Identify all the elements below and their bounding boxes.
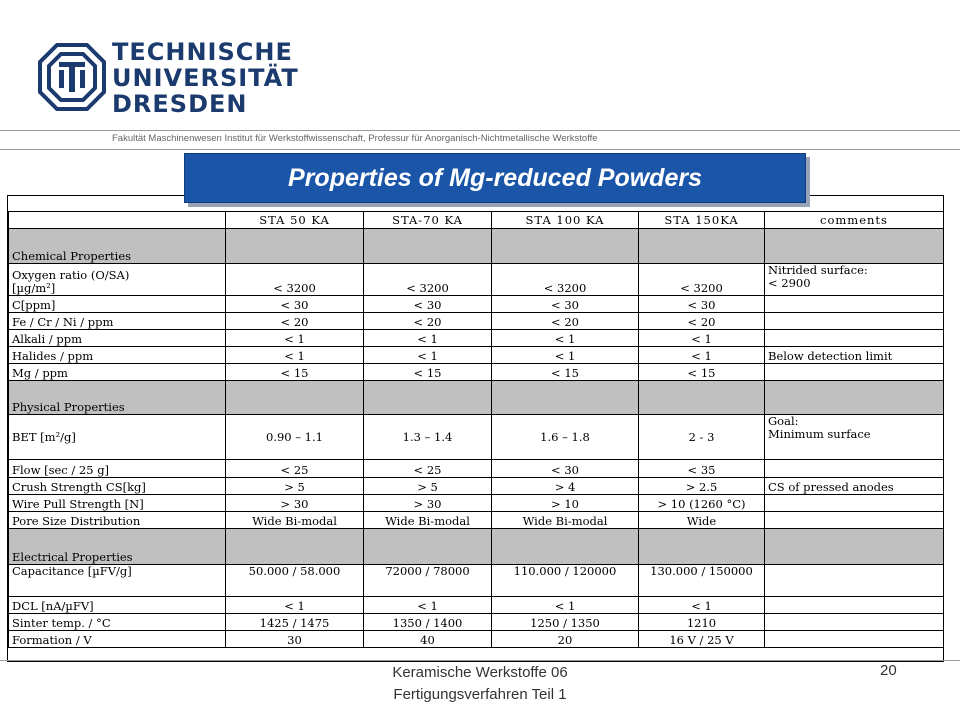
cell-value: < 3200	[639, 264, 765, 296]
cell-value: > 30	[364, 495, 492, 512]
cell-value: < 1	[492, 347, 639, 364]
cell-value: < 3200	[364, 264, 492, 296]
cell-value: 30	[226, 631, 364, 648]
row-label: Halides / ppm	[9, 347, 226, 364]
table-row-capacitance	[9, 565, 944, 597]
cell-value: > 5	[364, 478, 492, 495]
cell-comment	[765, 330, 944, 347]
cell-value: 130.000 / 150000	[639, 565, 765, 597]
row-label: BET [m²/g]	[9, 415, 226, 460]
cell-value: 0.90 – 1.1	[226, 415, 364, 460]
row-label: Formation / V	[9, 631, 226, 648]
cell-value: 1.6 – 1.8	[492, 415, 639, 460]
header-divider-top	[0, 130, 960, 131]
row-label: Fe / Cr / Ni / ppm	[9, 313, 226, 330]
cell-value: 1425 / 1475	[226, 614, 364, 631]
row-label: Oxygen ratio (O/SA) [µg/m²]	[9, 264, 226, 296]
table-row-wire	[9, 495, 944, 512]
cell-comment	[765, 631, 944, 648]
cell-value: > 30	[226, 495, 364, 512]
header-comments: comments	[765, 212, 944, 229]
table-row-formation	[9, 631, 944, 648]
cell-value: < 3200	[226, 264, 364, 296]
cell-value: > 2.5	[639, 478, 765, 495]
cell-value: < 1	[639, 597, 765, 614]
row-label: Pore Size Distribution	[9, 512, 226, 529]
cell-value: Wide Bi-modal	[226, 512, 364, 529]
table-row-mg	[9, 364, 944, 381]
faculty-line: Fakultät Maschinenwesen Institut für Werkstoffwissenschaft, Professur für Anorganisch-Nichtmetallische Werkstoffe	[112, 133, 598, 144]
cell-value: < 1	[226, 330, 364, 347]
header-cell-empty	[9, 212, 226, 229]
university-name-line3: DRESDEN	[112, 90, 248, 118]
cell-value: 50.000 / 58.000	[226, 565, 364, 597]
cell-value: < 30	[492, 296, 639, 313]
cell-comment	[765, 313, 944, 330]
cell-value: > 5	[226, 478, 364, 495]
section-label: Chemical Properties	[9, 229, 226, 264]
footer-line2: Fertigungsverfahren Teil 1	[393, 686, 567, 703]
cell-value: 40	[364, 631, 492, 648]
cell-value: 16 V / 25 V	[639, 631, 765, 648]
row-label: Flow [sec / 25 g]	[9, 460, 226, 478]
cell-value: 20	[492, 631, 639, 648]
header-divider-bottom	[0, 149, 960, 150]
cell-value: 1250 / 1350	[492, 614, 639, 631]
cell-comment: CS of pressed anodes	[765, 478, 944, 495]
footer-line1: Keramische Werkstoffe 06	[392, 664, 568, 681]
cell-value: < 15	[226, 364, 364, 381]
table-row-c	[9, 296, 944, 313]
table-row-halides	[9, 347, 944, 364]
cell-comment	[765, 364, 944, 381]
cell-value: < 1	[364, 330, 492, 347]
table-header-row	[9, 212, 944, 229]
properties-table	[8, 211, 944, 648]
cell-value: < 20	[492, 313, 639, 330]
cell-comment	[765, 597, 944, 614]
cell-value: < 1	[226, 597, 364, 614]
cell-value: < 35	[639, 460, 765, 478]
cell-value: < 1	[492, 597, 639, 614]
row-label: Sinter temp. / °C	[9, 614, 226, 631]
header-sta50: STA 50 KA	[226, 212, 364, 229]
cell-value: < 15	[492, 364, 639, 381]
header-sta70: STA-70 KA	[364, 212, 492, 229]
cell-value: 1210	[639, 614, 765, 631]
university-name-line1: TECHNISCHE	[112, 38, 293, 66]
slide-title: Properties of Mg-reduced Powders	[288, 164, 702, 192]
table-row-fecrni	[9, 313, 944, 330]
cell-value: < 30	[492, 460, 639, 478]
row-label: Wire Pull Strength [N]	[9, 495, 226, 512]
table-row-flow	[9, 460, 944, 478]
cell-value: < 30	[364, 296, 492, 313]
cell-value: Wide Bi-modal	[492, 512, 639, 529]
cell-value: < 15	[639, 364, 765, 381]
header-sta100: STA 100 KA	[492, 212, 639, 229]
cell-value: < 1	[226, 347, 364, 364]
cell-value: Wide	[639, 512, 765, 529]
cell-value: < 20	[226, 313, 364, 330]
cell-comment	[765, 614, 944, 631]
tu-dresden-logo-icon	[37, 42, 107, 112]
cell-comment	[765, 512, 944, 529]
cell-value: < 3200	[492, 264, 639, 296]
cell-value: 72000 / 78000	[364, 565, 492, 597]
cell-value: < 15	[364, 364, 492, 381]
cell-value: 2 - 3	[639, 415, 765, 460]
section-label: Electrical Properties	[9, 529, 226, 565]
table-row-pore	[9, 512, 944, 529]
cell-value: Wide Bi-modal	[364, 512, 492, 529]
cell-value: < 20	[364, 313, 492, 330]
cell-value: < 20	[639, 313, 765, 330]
section-label: Physical Properties	[9, 381, 226, 415]
row-label: Crush Strength CS[kg]	[9, 478, 226, 495]
cell-comment	[765, 460, 944, 478]
cell-comment	[765, 565, 944, 597]
cell-value: < 1	[639, 330, 765, 347]
cell-value: < 25	[364, 460, 492, 478]
university-name	[112, 40, 299, 118]
section-row-physical	[9, 381, 944, 415]
row-label: DCL [nA/µFV]	[9, 597, 226, 614]
cell-value: < 1	[364, 597, 492, 614]
cell-value: < 25	[226, 460, 364, 478]
cell-value: < 1	[639, 347, 765, 364]
cell-value: < 30	[639, 296, 765, 313]
cell-value: > 10	[492, 495, 639, 512]
table-row-sinter	[9, 614, 944, 631]
row-label: Mg / ppm	[9, 364, 226, 381]
cell-value: < 30	[226, 296, 364, 313]
table-row-dcl	[9, 597, 944, 614]
page-number: 20	[880, 662, 897, 679]
footer-divider	[0, 660, 960, 661]
cell-value: 1.3 – 1.4	[364, 415, 492, 460]
cell-comment	[765, 296, 944, 313]
table-row-crush	[9, 478, 944, 495]
header-sta150: STA 150KA	[639, 212, 765, 229]
properties-table-frame	[7, 195, 944, 662]
slide-title-banner	[184, 153, 806, 203]
table-row-alkali	[9, 330, 944, 347]
section-row-chemical	[9, 229, 944, 264]
table-row-oxygen	[9, 264, 944, 296]
cell-comment: Goal: Minimum surface	[765, 415, 944, 460]
cell-value: < 1	[364, 347, 492, 364]
cell-value: < 1	[492, 330, 639, 347]
university-name-line2: UNIVERSITÄT	[112, 64, 299, 92]
cell-value: > 10 (1260 °C)	[639, 495, 765, 512]
table-row-bet	[9, 415, 944, 460]
cell-value: > 4	[492, 478, 639, 495]
row-label: Capacitance [µFV/g]	[9, 565, 226, 597]
cell-comment: Nitrided surface: < 2900	[765, 264, 944, 296]
cell-comment	[765, 495, 944, 512]
footer-text	[300, 662, 660, 706]
cell-value: 110.000 / 120000	[492, 565, 639, 597]
cell-value: 1350 / 1400	[364, 614, 492, 631]
row-label: Alkali / ppm	[9, 330, 226, 347]
row-label: C[ppm]	[9, 296, 226, 313]
cell-comment: Below detection limit	[765, 347, 944, 364]
section-row-electrical	[9, 529, 944, 565]
